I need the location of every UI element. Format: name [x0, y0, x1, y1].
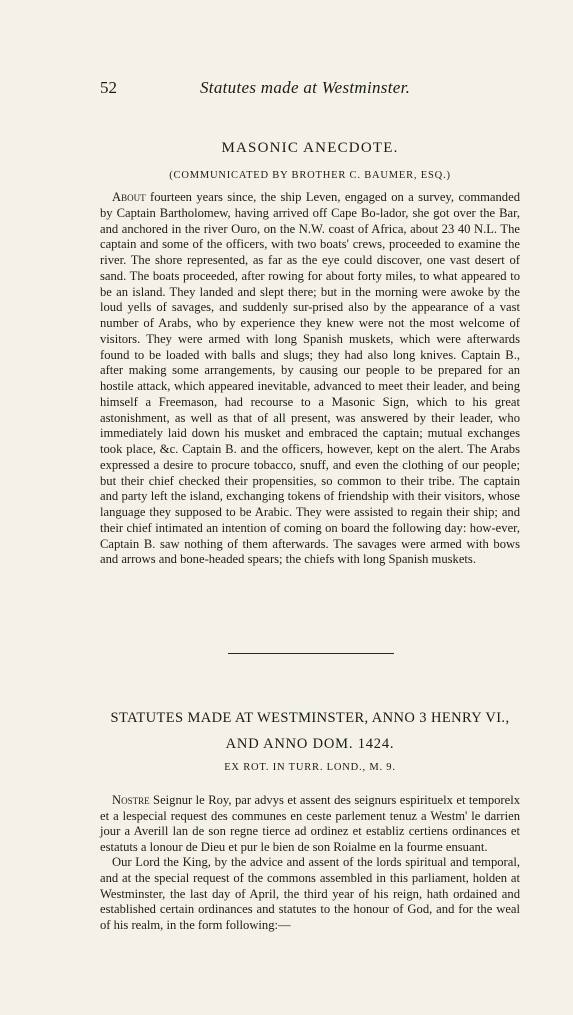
paragraph-text: Seignur le Roy, par advys et assent des seignurs espirituelx et temporelx et a lespecial request des communes en ceste parlement tenuz a Westm' le darrien jour a Averill lan de son regne tierce ad ordinez et establiz certiens ordinances et estatuts a lonour de Dieu et pur le bien de son Roialme en la fourme ensuant. [100, 793, 520, 854]
statute-source: EX ROT. IN TURR. LOND., M. 9. [224, 762, 396, 773]
paragraph-text: fourteen years since, the ship Leven, engaged on a survey, commanded by Captain Bartholomew, having arrived off Cape Bo-lador, she got over the Bar, and anchored in the river Ouro, on the N.W. coast of Africa, about 23 40 N.L. The captain and some of the officers, with two boats' crews, proceeded to examine the river. The shore represented, as far as the eye could discover, one vast desert of sand. The boats proceeded, after rowing for about forty miles, to what appeared to be an island. They landed and slept there; but in the morning were awoke by the loud yells of savages, and suddenly sur-prised also by the appearance of a vast number of Arabs, who by experience they knew were not the most welcome of visitors. They were armed with long Spanish muskets, which were afterwards found to be loaded with balls and slugs; they had also long knives. Captain B., after making some arrangements, by causing our people to be prepared for an hostile attack, which appeared inevitable, advanced to meet their leader, and being himself a Freemason, had recourse to a Masonic Sign, which to his great astonishment, as well as that of all present, was answered by their leader, who immediately laid down his musket and embraced the captain; mutual exchanges took place, &c. Captain B. and the officers, however, kept on the alert. The Arabs expressed a desire to procure tobacco, snuff, and even the clothing of our people; but their chief checked their propensities, so common to their tribe. The captain and party left the island, exchanging tokens of friendship with their visitors, whose language they supposed to be Arabic. They were assisted to regain their ship; and their chief intimated an intention of coming on board the following day: how-ever, Captain B. saw nothing of them afterwards. The savages were armed with bows and arrows and bone-headed spears; the chiefs with long Spanish muskets. [100, 190, 520, 567]
statute-paragraph-english: Our Lord the King, by the advice and assent of the lords spiritual and temporal, and at the special request of the commons assembled in this parliament, holden at Westminster, the last day of April, the third year of his reign, hath ordained and established certain ordinances and statutes to the honour of God, and for the weal of his realm, in the form following:— [100, 855, 520, 932]
article-title: MASONIC ANECDOTE. [221, 140, 399, 156]
lead-word: About [112, 190, 146, 204]
article-byline: (COMMUNICATED BY BROTHER C. BAUMER, ESQ.) [169, 170, 451, 181]
page-number: 52 [100, 78, 117, 97]
running-title: Statutes made at Westminster. [200, 78, 411, 97]
statute-paragraph-french [100, 793, 520, 855]
section-divider [228, 653, 394, 654]
statute-title: STATUTES MADE AT WESTMINSTER, ANNO 3 HENRY VI., [110, 710, 510, 726]
lead-word: Nostre [112, 793, 150, 807]
statute-body [100, 793, 520, 933]
statute-title-line2: AND ANNO DOM. 1424. [225, 736, 395, 752]
article-paragraph [100, 190, 520, 568]
article-body [100, 190, 520, 568]
